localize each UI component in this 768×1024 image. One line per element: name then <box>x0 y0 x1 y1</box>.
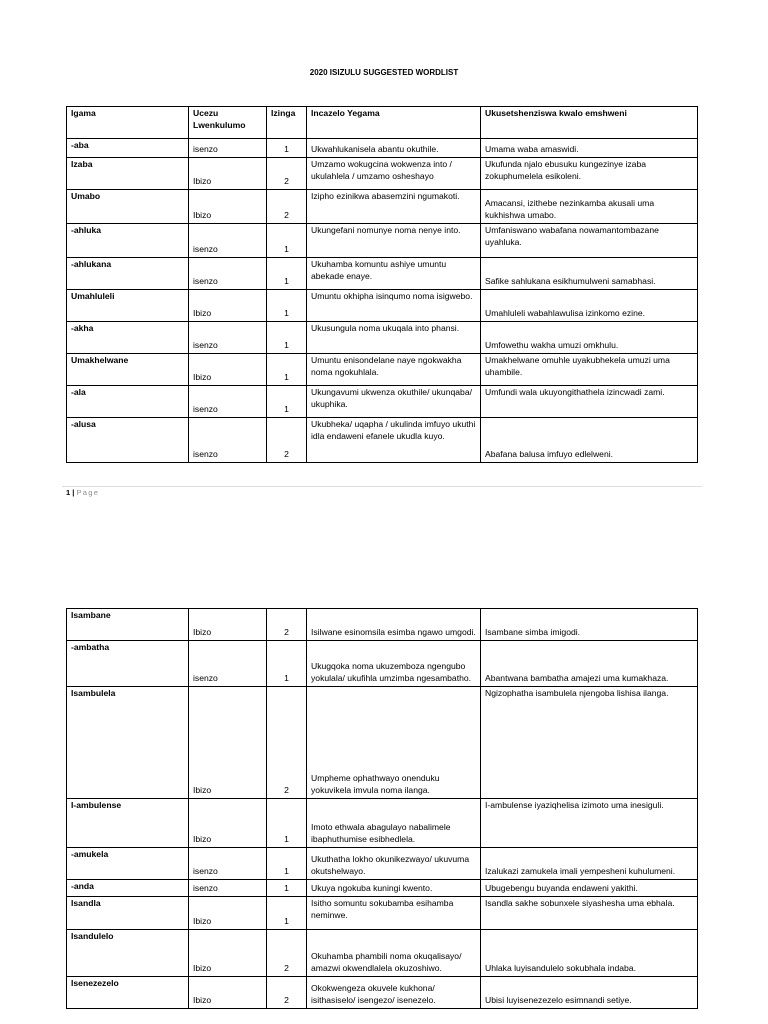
usage-example-cell: Umakhelwane omuhle uyakubhekela umuzi uma uhambile. <box>481 354 698 386</box>
word-cell: Umakhelwane <box>67 354 189 386</box>
syllable-count-cell: 1 <box>267 290 307 322</box>
table-row <box>67 897 698 930</box>
usage-example-cell: Abantwana bambatha amajezi uma kumakhaza. <box>481 641 698 687</box>
wordlist-table-2 <box>66 608 698 1009</box>
word-cell: Umahluleli <box>67 290 189 322</box>
meaning-cell: Ukuya ngokuba kuningi kwento. <box>307 880 481 897</box>
part-of-speech-cell: isenzo <box>189 641 267 687</box>
usage-example-cell: Ukufunda njalo ebusuku kungezinye izaba zokuphumelela esikoleni. <box>481 158 698 190</box>
word-cell: -akha <box>67 322 189 354</box>
syllable-count-cell: 2 <box>267 930 307 977</box>
meaning-cell: Ukusungula noma ukuqala into phansi. <box>307 322 481 354</box>
wordlist-table-1-body <box>67 139 698 463</box>
word-cell: Isambane <box>67 609 189 641</box>
word-cell: -ala <box>67 386 189 418</box>
part-of-speech-cell: isenzo <box>189 224 267 258</box>
meaning-cell: Ukwahlukanisela abantu okuthile. <box>307 139 481 158</box>
part-of-speech-cell: Ibizo <box>189 190 267 224</box>
table-row <box>67 354 698 386</box>
table-row <box>67 641 698 687</box>
table-row <box>67 799 698 848</box>
usage-example-cell: I-ambulense iyaziqhelisa izimoto uma inesiguli. <box>481 799 698 848</box>
usage-example-cell: Uhlaka luyisandulelo sokubhala indaba. <box>481 930 698 977</box>
word-cell: -anda <box>67 880 189 897</box>
header-meaning: Incazelo Yegama <box>307 107 481 139</box>
header-usage: Ukusetshenziswa kwalo emshweni <box>481 107 698 139</box>
part-of-speech-cell: Ibizo <box>189 158 267 190</box>
usage-example-cell: Ubisi luyisenezezelo esimnandi setiye. <box>481 977 698 1009</box>
usage-example-cell: Izalukazi zamukela imali yempesheni kuhulumeni. <box>481 848 698 880</box>
syllable-count-cell: 2 <box>267 158 307 190</box>
table-row <box>67 609 698 641</box>
syllable-count-cell: 2 <box>267 609 307 641</box>
meaning-cell: Izipho ezinikwa abasemzini ngumakoti. <box>307 190 481 224</box>
meaning-cell: Ukungavumi ukwenza okuthile/ ukunqaba/ ukuphika. <box>307 386 481 418</box>
meaning-cell: Isilwane esinomsila esimba ngawo umgodi. <box>307 609 481 641</box>
usage-example-cell: Abafana balusa imfuyo edlelweni. <box>481 418 698 463</box>
meaning-cell: Okuhamba phambili noma okuqalisayo/ amazwi okwendlalela okuzoshiwo. <box>307 930 481 977</box>
syllable-count-cell: 2 <box>267 190 307 224</box>
page-label: Page <box>76 488 100 497</box>
meaning-cell: Okokwengeza okuvele kukhona/ isithasiselo/ isengezo/ isenezelo. <box>307 977 481 1009</box>
usage-example-cell: Isandla sakhe sobunxele siyashesha uma ebhala. <box>481 897 698 930</box>
table-row <box>67 977 698 1009</box>
part-of-speech-cell: Ibizo <box>189 897 267 930</box>
word-cell: -aba <box>67 139 189 158</box>
table-row <box>67 224 698 258</box>
syllable-count-cell: 1 <box>267 386 307 418</box>
page-footer <box>66 488 99 497</box>
table-row <box>67 258 698 290</box>
usage-example-cell: Ngizophatha isambulela njengoba lishisa ilanga. <box>481 687 698 799</box>
word-cell: Umabo <box>67 190 189 224</box>
table-row <box>67 386 698 418</box>
meaning-cell: Umzamo wokugcina wokwenza into / ukulahlela / umzamo osheshayo <box>307 158 481 190</box>
part-of-speech-cell: isenzo <box>189 418 267 463</box>
word-cell: Izaba <box>67 158 189 190</box>
part-of-speech-cell: isenzo <box>189 880 267 897</box>
word-cell: I-ambulense <box>67 799 189 848</box>
table-row <box>67 139 698 158</box>
usage-example-cell: Amacansi, izithebe nezinkamba akusali uma kukhishwa umabo. <box>481 190 698 224</box>
meaning-cell: Ukuthatha lokho okunikezwayo/ ukuvuma okutshelwayo. <box>307 848 481 880</box>
part-of-speech-cell: Ibizo <box>189 930 267 977</box>
part-of-speech-cell: isenzo <box>189 386 267 418</box>
syllable-count-cell: 1 <box>267 641 307 687</box>
syllable-count-cell: 1 <box>267 897 307 930</box>
table-row <box>67 158 698 190</box>
part-of-speech-cell: isenzo <box>189 322 267 354</box>
usage-example-cell: Isambane simba imigodi. <box>481 609 698 641</box>
usage-example-cell: Umfundi wala ukuyongithathela izincwadi zami. <box>481 386 698 418</box>
meaning-cell: Ukubheka/ uqapha / ukulinda imfuyo ukuthi idla endaweni efanele ukudla kuyo. <box>307 418 481 463</box>
meaning-cell: Umuntu okhipha isinqumo noma isigwebo. <box>307 290 481 322</box>
meaning-cell: Umpheme ophathwayo onenduku yokuvikela imvula noma ilanga. <box>307 687 481 799</box>
syllable-count-cell: 2 <box>267 977 307 1009</box>
part-of-speech-cell: Ibizo <box>189 609 267 641</box>
usage-example-cell: Umfaniswano wabafana nowamantombazane uyahluka. <box>481 224 698 258</box>
syllable-count-cell: 1 <box>267 354 307 386</box>
header-part-of-speech: Ucezu Lwenkulumo <box>189 107 267 139</box>
syllable-count-cell: 1 <box>267 224 307 258</box>
word-cell: -ahluka <box>67 224 189 258</box>
syllable-count-cell: 2 <box>267 418 307 463</box>
document-title: 2020 ISIZULU SUGGESTED WORDLIST <box>309 68 459 77</box>
table-header-row <box>67 107 698 139</box>
table-row <box>67 880 698 897</box>
meaning-cell: Ukugqoka noma ukuzemboza ngengubo yokulala/ ukufihla umzimba ngesambatho. <box>307 641 481 687</box>
word-cell: -amukela <box>67 848 189 880</box>
footer-divider <box>62 486 702 487</box>
table-row <box>67 418 698 463</box>
table-row <box>67 322 698 354</box>
syllable-count-cell: 1 <box>267 322 307 354</box>
meaning-cell: Isitho somuntu sokubamba esihamba neminwe. <box>307 897 481 930</box>
table-row <box>67 848 698 880</box>
part-of-speech-cell: Ibizo <box>189 687 267 799</box>
page-number: 1 <box>66 488 71 497</box>
usage-example-cell: Umahluleli wabahlawulisa izinkomo ezine. <box>481 290 698 322</box>
table-row <box>67 190 698 224</box>
syllable-count-cell: 2 <box>267 687 307 799</box>
usage-example-cell: Safike sahlukana esikhumulweni samabhasi. <box>481 258 698 290</box>
word-cell: -ambatha <box>67 641 189 687</box>
meaning-cell: Ukuhamba komuntu ashiye umuntu abekade enaye. <box>307 258 481 290</box>
wordlist-table-1 <box>66 106 698 463</box>
syllable-count-cell: 1 <box>267 139 307 158</box>
part-of-speech-cell: Ibizo <box>189 290 267 322</box>
syllable-count-cell: 1 <box>267 880 307 897</box>
usage-example-cell: Umfowethu wakha umuzi omkhulu. <box>481 322 698 354</box>
usage-example-cell: Umama waba amaswidi. <box>481 139 698 158</box>
word-cell: -ahlukana <box>67 258 189 290</box>
table-row <box>67 930 698 977</box>
table-row <box>67 687 698 799</box>
header-syllables: Izinga <box>267 107 307 139</box>
syllable-count-cell: 1 <box>267 258 307 290</box>
word-cell: Isandulelo <box>67 930 189 977</box>
part-of-speech-cell: isenzo <box>189 848 267 880</box>
header-word: Igama <box>67 107 189 139</box>
word-cell: Isandla <box>67 897 189 930</box>
part-of-speech-cell: isenzo <box>189 139 267 158</box>
syllable-count-cell: 1 <box>267 848 307 880</box>
table-row <box>67 290 698 322</box>
word-cell: Isambulela <box>67 687 189 799</box>
meaning-cell: Imoto ethwala abagulayo nabalimele ibaphuthumise esibhedlela. <box>307 799 481 848</box>
part-of-speech-cell: Ibizo <box>189 799 267 848</box>
part-of-speech-cell: isenzo <box>189 258 267 290</box>
meaning-cell: Ukungefani nomunye noma nenye into. <box>307 224 481 258</box>
part-of-speech-cell: Ibizo <box>189 977 267 1009</box>
syllable-count-cell: 1 <box>267 799 307 848</box>
usage-example-cell: Ubugebengu buyanda endaweni yakithi. <box>481 880 698 897</box>
part-of-speech-cell: Ibizo <box>189 354 267 386</box>
footer-separator: | <box>72 488 75 497</box>
wordlist-table-2-body <box>67 609 698 1009</box>
word-cell: Isenezezelo <box>67 977 189 1009</box>
word-cell: -alusa <box>67 418 189 463</box>
meaning-cell: Umuntu enisondelane naye ngokwakha noma ngokuhlala. <box>307 354 481 386</box>
